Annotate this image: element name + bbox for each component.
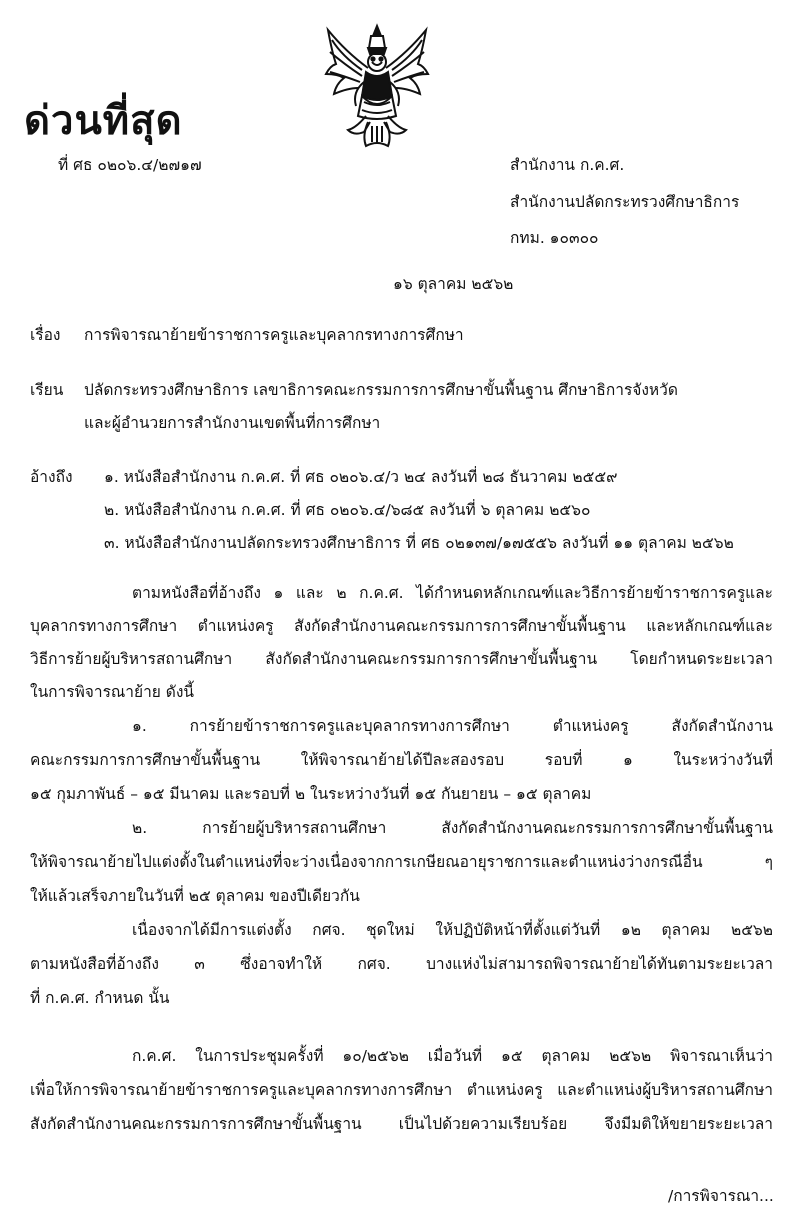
office-line-3: กทม. ๑๐๓๐๐ <box>510 229 599 247</box>
para2-line: ที่ ก.ค.ศ. กำหนด นั้น <box>30 989 170 1007</box>
para3-line: สังกัดสำนักงานคณะกรรมการการศึกษาขั้นพื้นฐาน เป็นไปด้วยความเรียบร้อย จึงมีมติให้ขยายระยะเวลา <box>30 1115 773 1133</box>
reference-item: ๓. หนังสือสำนักงานปลัดกระทรวงศึกษาธิการ ที่ ศธ ๐๒๑๓๗/๑๗๕๕๖ ลงวันที่ ๑๑ ตุลาคม ๒๕๖๒ <box>104 534 734 552</box>
item2-line: ให้พิจารณาย้ายไปแต่งตั้งในตำแหน่งที่จะว่างเนื่องจากการเกษียณอายุราชการและตำแหน่งว่างกรณีอื่น ๆ <box>30 853 773 871</box>
para2-line: เนื่องจากได้มีการแต่งตั้ง กศจ. ชุดใหม่ ให้ปฏิบัติหน้าที่ตั้งแต่วันที่ ๑๒ ตุลาคม ๒๕๖๒ <box>132 921 773 939</box>
subject-label: เรื่อง <box>30 326 61 344</box>
para1-line: บุคลากรทางการศึกษา ตำแหน่งครู สังกัดสำนักงานคณะกรรมการการศึกษาขั้นพื้นฐาน และหลักเกณฑ์และ <box>30 617 773 635</box>
doc-number: ที่ ศธ ๐๒๐๖.๔/๒๗๑๗ <box>58 156 202 174</box>
para1-line: วิธีการย้ายผู้บริหารสถานศึกษา สังกัดสำนักงานคณะกรรมการการศึกษาขั้นพื้นฐาน โดยกำหนดระยะเวลา <box>30 650 773 668</box>
office-line-1: สำนักงาน ก.ค.ศ. <box>510 156 625 174</box>
item2-line: ๒. การย้ายผู้บริหารสถานศึกษา สังกัดสำนักงานคณะกรรมการการศึกษาขั้นพื้นฐาน <box>132 819 773 837</box>
para1-line: ตามหนังสือที่อ้างถึง ๑ และ ๒ ก.ค.ศ. ได้กำหนดหลักเกณฑ์และวิธีการย้ายข้าราชการครูและ <box>132 584 773 602</box>
item1-line: คณะกรรมการการศึกษาขั้นพื้นฐาน ให้พิจารณาย้ายได้ปีละสองรอบ รอบที่ ๑ ในระหว่างวันที่ <box>30 751 773 769</box>
garuda-emblem-icon <box>322 22 432 150</box>
office-line-2: สำนักงานปลัดกระทรวงศึกษาธิการ <box>510 193 740 211</box>
item1-line: ๑. การย้ายข้าราชการครูและบุคลากรทางการศึกษา ตำแหน่งครู สังกัดสำนักงาน <box>132 717 773 735</box>
continuation-marker: /การพิจารณา... <box>668 1187 774 1205</box>
addressee-line-2: และผู้อำนวยการสำนักงานเขตพื้นที่การศึกษา <box>84 414 381 432</box>
item2-line: ให้แล้วเสร็จภายในวันที่ ๒๕ ตุลาคม ของปีเดียวกัน <box>30 887 360 905</box>
subject-text: การพิจารณาย้ายข้าราชการครูและบุคลากรทางการศึกษา <box>84 326 464 344</box>
item1-line: ๑๕ กุมภาพันธ์ – ๑๕ มีนาคม และรอบที่ ๒ ในระหว่างวันที่ ๑๕ กันยายน – ๑๕ ตุลาคม <box>30 785 592 803</box>
references-label: อ้างถึง <box>30 468 73 486</box>
reference-item: ๑. หนังสือสำนักงาน ก.ค.ศ. ที่ ศธ ๐๒๐๖.๔/ว ๒๔ ลงวันที่ ๒๘ ธันวาคม ๒๕๕๙ <box>104 468 618 486</box>
addressee-line-1: ปลัดกระทรวงศึกษาธิการ เลขาธิการคณะกรรมการการศึกษาขั้นพื้นฐาน ศึกษาธิการจังหวัด <box>84 381 678 399</box>
document-date: ๑๖ ตุลาคม ๒๕๖๒ <box>393 275 514 293</box>
para3-line: เพื่อให้การพิจารณาย้ายข้าราชการครูและบุคลากรทางการศึกษา ตำแหน่งครู และตำแหน่งผู้บริหารสถานศึกษา <box>30 1081 773 1099</box>
para1-line: ในการพิจารณาย้าย ดังนี้ <box>30 683 195 701</box>
addressee-label: เรียน <box>30 381 64 399</box>
reference-item: ๒. หนังสือสำนักงาน ก.ค.ศ. ที่ ศธ ๐๒๐๖.๔/๖๘๕ ลงวันที่ ๖ ตุลาคม ๒๕๖๐ <box>104 501 591 519</box>
urgency-heading: ด่วนที่สุด <box>24 97 183 144</box>
para2-line: ตามหนังสือที่อ้างถึง ๓ ซึ่งอาจทำให้ กศจ. บางแห่งไม่สามารถพิจารณาย้ายได้ทันตามระยะเวลา <box>30 955 773 973</box>
para3-line: ก.ค.ศ. ในการประชุมครั้งที่ ๑๐/๒๕๖๒ เมื่อวันที่ ๑๕ ตุลาคม ๒๕๖๒ พิจารณาเห็นว่า <box>132 1047 773 1065</box>
